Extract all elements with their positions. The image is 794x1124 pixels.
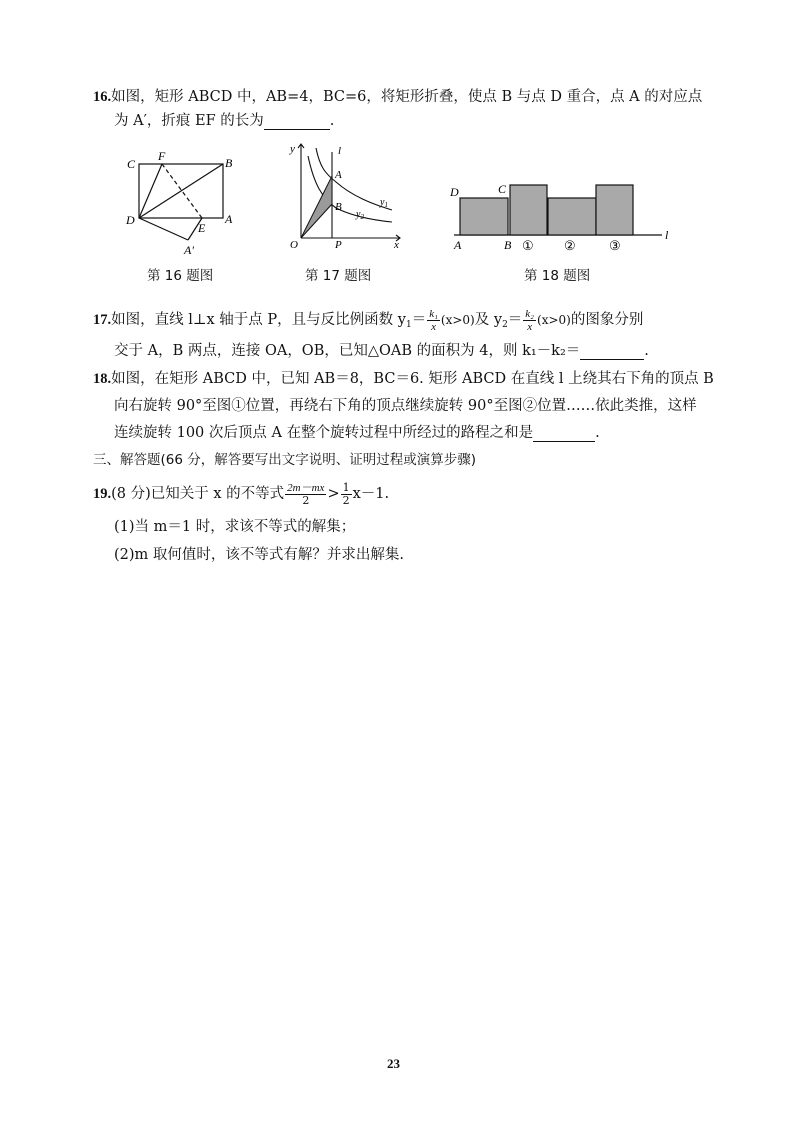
q19-stem: (8 分)已知关于 x 的不等式 bbox=[111, 486, 285, 502]
fig17-label-y: y bbox=[290, 143, 295, 155]
q19-fraction-half: $\frac{1}{2}$ bbox=[342, 480, 350, 507]
fig18-rect-1 bbox=[510, 185, 547, 235]
q19-greater-than: > bbox=[327, 486, 340, 502]
q19-sub2: (2)m 取何值时，该不等式有解？并求出解集. bbox=[114, 547, 405, 563]
fig17-label-x: x bbox=[394, 239, 399, 250]
section-3-heading: 三、解答题(66 分，解答要写出文字说明、证明过程或演算步骤) bbox=[93, 452, 477, 468]
q19-number: 19. bbox=[93, 486, 112, 502]
fig16-caption: 第 16 题图 bbox=[147, 268, 214, 284]
q19-tail: x－1. bbox=[352, 486, 390, 502]
q17-line2 bbox=[114, 342, 649, 360]
fig16-label-B: B bbox=[225, 156, 233, 170]
fig17-label-l: l bbox=[338, 145, 342, 157]
fig16-label-E: E bbox=[198, 221, 206, 235]
fig18-rect-2 bbox=[548, 198, 596, 235]
q18-line3 bbox=[114, 424, 600, 442]
q18-text-1: 如图，在矩形 ABCD 中，已知 AB＝8，BC＝6. 矩形 ABCD 在直线 l 上绕其右下角的顶点 B bbox=[111, 371, 714, 387]
page-number: 23 bbox=[387, 1056, 400, 1071]
fig16-diagonal-DB bbox=[139, 164, 223, 218]
fig16-line-DA2 bbox=[139, 218, 188, 240]
fig17-caption: 第 17 题图 bbox=[305, 268, 372, 284]
q17-text-1: 如图，直线 l⊥x 轴于点 P，且与反比例函数 y bbox=[111, 312, 406, 328]
fig16-label-D: D bbox=[126, 213, 135, 227]
q16-text-2: 为 A′，折痕 EF 的长为 bbox=[114, 113, 264, 129]
fig18-caption: 第 18 题图 bbox=[524, 268, 591, 284]
fig17-label-B: B bbox=[335, 201, 342, 213]
q16-text-1: 如图，矩形 ABCD 中，AB=4，BC=6，将矩形折叠，使点 B 与点 D 重合，点 A 的对应点 bbox=[111, 89, 703, 105]
q16-end: . bbox=[329, 113, 335, 129]
figure-17 bbox=[280, 138, 408, 250]
q17-fraction-k1: $\frac{\text{k₁}}{x}$ bbox=[429, 307, 438, 333]
q18-line1 bbox=[93, 370, 714, 388]
fig18-rect-ABCD bbox=[460, 198, 508, 235]
figure-18 bbox=[446, 176, 676, 252]
fig18-label-l: l bbox=[665, 228, 669, 242]
q19-fraction-left: $\frac{2m-mx}{2}$ bbox=[287, 481, 325, 507]
q16-number: 16. bbox=[93, 89, 112, 105]
fig18-label-circle-3: ③ bbox=[609, 238, 621, 252]
fig17-label-y2: $y_2$ bbox=[356, 209, 364, 221]
q17-condition-1: (x>0) bbox=[440, 313, 475, 327]
fig17-triangle-OAB bbox=[301, 176, 332, 238]
fig18-label-circle-1: ① bbox=[522, 238, 534, 252]
q17-condition-2: (x>0) bbox=[537, 313, 571, 327]
q17-line1: 17.如图，直线 l⊥x 轴于点 P，且与反比例函数 $y_1=$ $\frac{\text{k₁}}{x}$ (x>0)及 $y_2=$ $\frac{\text{k₂}}{x}$ (x>0)的图象分别 bbox=[93, 307, 644, 333]
q19-sub1: (1)当 m＝1 时，求该不等式的解集； bbox=[114, 519, 356, 535]
fig16-label-C: C bbox=[127, 157, 136, 171]
fig17-label-A: A bbox=[335, 169, 342, 181]
q16-line2 bbox=[114, 112, 334, 130]
fig17-label-P: P bbox=[335, 239, 342, 250]
q18-end: . bbox=[595, 425, 600, 441]
fig17-label-y1: $y_1$ bbox=[380, 197, 388, 209]
fig18-label-circle-2: ② bbox=[564, 238, 576, 252]
q17-text-3: 交于 A，B 两点，连接 OA，OB，已知△OAB 的面积为 4，则 k₁－k₂＝ bbox=[114, 343, 581, 359]
fig18-label-A: A bbox=[454, 238, 462, 252]
fig16-label-A: A bbox=[225, 212, 233, 226]
fig18-label-D: D bbox=[450, 185, 459, 199]
q18-text-2: 向右旋转 90°至图①位置，再绕右下角的顶点继续旋转 90°至图②位置……依此类推，这样 bbox=[114, 398, 697, 414]
q17-end: . bbox=[644, 343, 649, 359]
fig18-label-B: B bbox=[504, 238, 512, 252]
q17-number: 17. bbox=[93, 312, 112, 328]
q18-line2 bbox=[114, 397, 697, 415]
q17-answer-blank[interactable] bbox=[580, 345, 644, 360]
fig16-label-F: F bbox=[158, 150, 166, 163]
fig18-label-C: C bbox=[498, 182, 507, 196]
fig17-label-O: O bbox=[290, 239, 298, 250]
q16-line1 bbox=[93, 88, 702, 106]
q17-text-and: 及 y bbox=[474, 312, 503, 328]
q17-fraction-k2: $\frac{\text{k₂}}{x}$ bbox=[525, 307, 535, 333]
q19-line1 bbox=[93, 480, 389, 508]
figure-16 bbox=[118, 150, 243, 262]
fig18-rect-3 bbox=[596, 185, 633, 235]
q18-number: 18. bbox=[93, 371, 112, 387]
q18-answer-blank[interactable] bbox=[533, 427, 595, 442]
q17-text-2: 的图象分别 bbox=[570, 312, 644, 328]
q16-answer-blank[interactable] bbox=[264, 115, 330, 130]
fig16-label-A-prime: A′ bbox=[184, 243, 194, 257]
q18-text-3: 连续旋转 100 次后顶点 A 在整个旋转过程中所经过的路程之和是 bbox=[114, 425, 534, 441]
